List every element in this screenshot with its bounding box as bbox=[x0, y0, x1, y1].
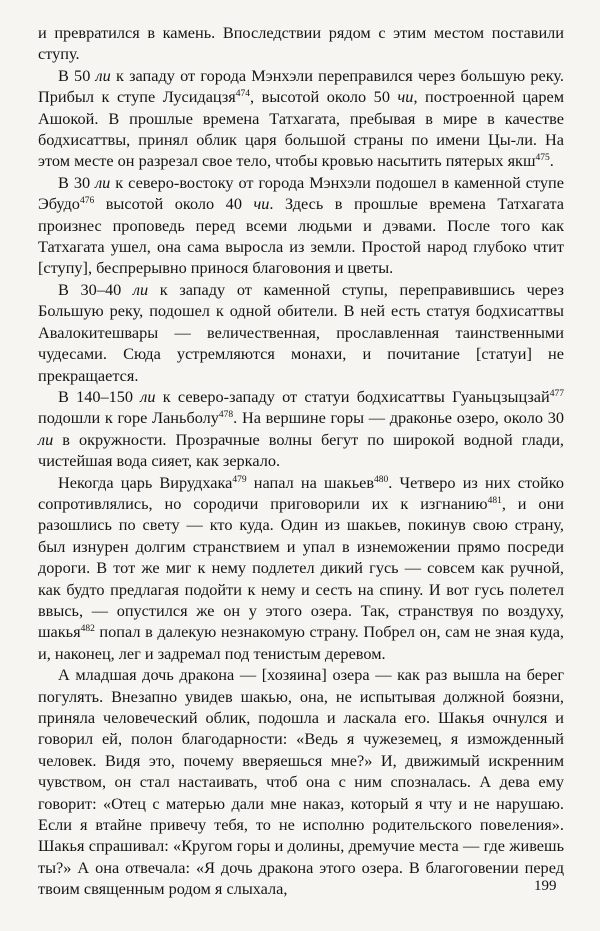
body-text bbox=[38, 22, 564, 900]
text-run: Некогда царь Вирудхака bbox=[58, 472, 233, 492]
paragraph bbox=[38, 22, 564, 65]
text-run: попал в далекую незнакомую страну. Побрел он, сам не зная куда, и, наконец, лег и задремал под тенистым деревом. bbox=[38, 622, 564, 663]
footnote-ref: 480 bbox=[374, 474, 389, 485]
text-run: В 50 bbox=[58, 65, 96, 85]
page-number: 199 bbox=[534, 878, 557, 894]
text-run: . На вершине горы — драконье озеро, около 30 bbox=[233, 408, 565, 428]
text-run: . Четверо из них стойко сопротивлялись, но сородичи приговорили их к изгнанию bbox=[38, 472, 564, 513]
italic-term: чи bbox=[397, 87, 414, 107]
text-run: В 30 bbox=[58, 172, 96, 192]
text-run: к северо-востоку от города Мэнхэли подошел в каменной ступе Эбудо bbox=[38, 172, 564, 214]
text-run: к западу от города Мэнхэли переправился через большую реку. Прибыл к ступе Лусидацзя bbox=[38, 65, 564, 107]
footnote-ref: 479 bbox=[232, 474, 247, 485]
footnote-ref: 476 bbox=[79, 196, 95, 207]
paragraph bbox=[38, 172, 564, 279]
text-run: подошли к горе Ланьболу bbox=[38, 408, 219, 428]
paragraph bbox=[38, 472, 564, 665]
italic-term: ли bbox=[132, 279, 149, 299]
footnote-ref: 481 bbox=[487, 495, 502, 506]
text-run: . Здесь в прошлые времена Татхагата произнес проповедь перед всеми людьми и дэвами. После того как Татхагата ушел, она сама выросла из земли. Простой народ глубоко чтит [ступу], беспрерывно принося благовония и цветы. bbox=[38, 194, 564, 278]
italic-term: ли bbox=[95, 65, 111, 85]
paragraph bbox=[38, 386, 564, 472]
footnote-ref: 478 bbox=[218, 410, 234, 421]
text-run: В 140–150 bbox=[58, 386, 141, 406]
footnote-ref: 482 bbox=[80, 624, 95, 635]
text-run: в окружности. Прозрачные волны бегут по широкой водной глади, чистейшая вода сияет, как зеркало. bbox=[38, 429, 564, 471]
text-run: А младшая дочь дракона — [хозяина] озера — как раз вышла на берег погулять. Внезапно увидев шакью, она, не испытывая должной боязни, приняла человеческий облик, подошла и ласкала его. Шакья очнулся и говорил ей, полон благодарности: «Ведь я чужеземец, я изможденный человек. Видя это, почему вверяешься мне?» И, движимый искренним чувством, он стал настаивать, чтоб она с ним спознaлась. А дева ему говорит: «Отец с матерью дали мне наказ, который я чту и не нарушаю. Если я втайне привечу тебя, то не исполню родительского повеления». Шакья спрашивал: «Кругом горы и долины, дремучие места — где живешь ты?» А она отвечала: «Я дочь дракона этого озера. В благоговении перед твоим священным родом я слыхала, bbox=[38, 665, 564, 899]
text-run: напал на шакьев bbox=[246, 472, 375, 492]
paragraph bbox=[38, 279, 564, 386]
text-run: , высотой около 50 bbox=[250, 87, 398, 107]
italic-term: ли bbox=[95, 172, 111, 192]
italic-term: ли bbox=[38, 429, 54, 449]
text-run: , построенной царем Ашокой. В прошлые времена Татхагата, пребывая в мире в качестве бодхисаттвы, принял облик царя большой страны по имени Цы-ли. На этом месте он разрезал свое тело, чтобы кровью насытить пятерых якш bbox=[38, 87, 564, 171]
text-run: к западу от каменной ступы, переправившись через Большую реку, подошел к одной обители. В ней есть статуя бодхисаттвы Авалокитешвары — величественная, прославленная таинственными чудесами. Сюда устремляются монахи, и почитание [статуи] не прекращается. bbox=[38, 279, 564, 385]
paragraph bbox=[38, 65, 564, 172]
text-run: В 30–40 bbox=[58, 279, 133, 299]
footnote-ref: 475 bbox=[535, 153, 550, 164]
footnote-ref: 477 bbox=[549, 388, 564, 399]
italic-term: чи bbox=[253, 194, 270, 214]
footnote-ref: 474 bbox=[235, 89, 251, 100]
text-run: высотой около 40 bbox=[94, 194, 254, 214]
paragraph bbox=[38, 664, 564, 899]
text-run: , и они разошлись по свету — кто куда. Один из шакьев, покинув свою страну, был изнурен долгим странствием и упал в изнеможении прямо посреди дороги. В тот же миг к нему подлетел дикий гусь — совсем как ручной, как будто предлагая подойти к нему и сесть на спину. И вот гусь полетел ввысь, — опустился же он у этого озера. Так, странствуя по воздуху, шакья bbox=[38, 493, 564, 642]
italic-term: ли bbox=[140, 386, 156, 406]
text-run: . bbox=[549, 151, 554, 171]
text-run: к северо-западу от статуи бодхисаттвы Гуаньцзыцзай bbox=[155, 386, 550, 406]
text-run: и превратился в камень. Впоследствии рядом с этим местом поставили ступу. bbox=[38, 23, 564, 64]
